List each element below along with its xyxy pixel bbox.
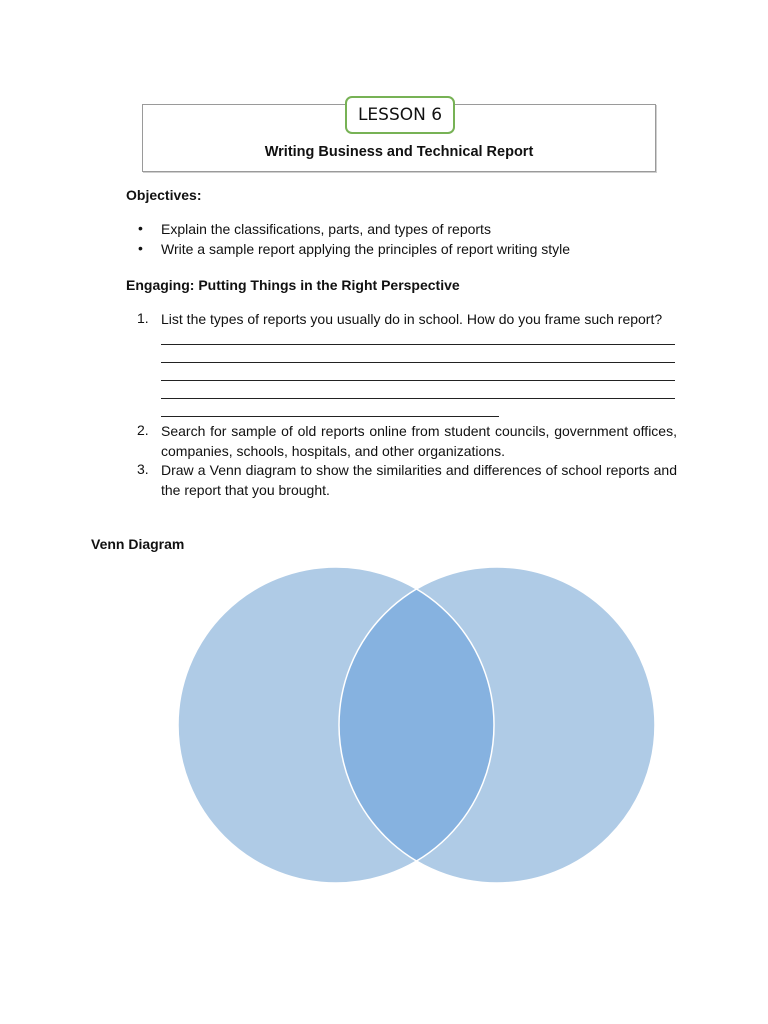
objective-item: Explain the classifications, parts, and types of reports	[161, 221, 491, 237]
task-item: List the types of reports you usually do in school. How do you frame such report?	[161, 311, 663, 327]
bullet-icon: •	[138, 240, 143, 256]
item-number: 2.	[137, 422, 149, 438]
objectives-heading: Objectives:	[126, 187, 202, 203]
lesson-title: Writing Business and Technical Report	[264, 144, 534, 160]
objective-item: Write a sample report applying the principles of report writing style	[161, 241, 571, 257]
task-item: Draw a Venn diagram to show the similarities and differences of school reports and the report that you brought.	[161, 462, 677, 498]
task-item: Search for sample of old reports online from student councils, government offices, companies, schools, hospitals, and other organizations.	[161, 423, 677, 459]
item-number: 3.	[137, 461, 149, 477]
item-number: 1.	[137, 310, 149, 326]
lesson-badge: LESSON 6	[345, 96, 455, 134]
bullet-icon: •	[138, 220, 143, 236]
venn-heading: Venn Diagram	[91, 536, 185, 552]
engaging-heading: Engaging: Putting Things in the Right Perspective	[126, 277, 460, 293]
